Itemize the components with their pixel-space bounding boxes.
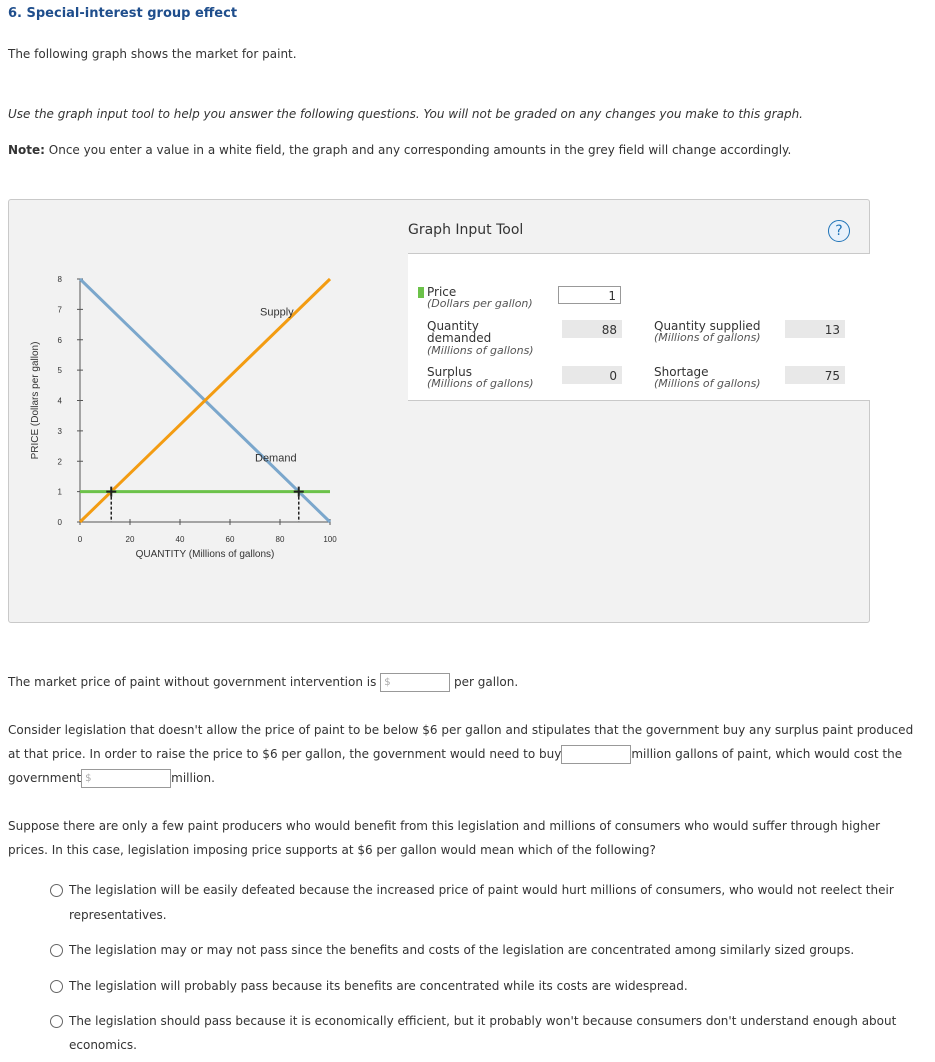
x-tick-label: 60 — [225, 535, 235, 544]
note-text — [8, 142, 791, 158]
note-label: Note: — [8, 143, 45, 157]
option-2-radio[interactable] — [50, 944, 63, 957]
quantity-supplied-units: (Millions of gallons) — [654, 331, 761, 344]
option-1-text-1[interactable]: The legislation will be easily defeated because the increased price of paint would hurt millions of consumers, who would not reelect their — [69, 883, 894, 897]
q2-line-1: Consider legislation that doesn't allow the price of paint to be below $6 per gallon and stipulates that the government buy any surplus paint produced — [8, 723, 914, 737]
y-tick-label: 2 — [57, 457, 62, 467]
supply-demand-chart[interactable] — [22, 265, 352, 575]
x-axis-label: QUANTITY (Millions of gallons) — [135, 549, 275, 560]
q1-line: The market price of paint without government intervention is $ per gallon. — [8, 670, 518, 694]
shortage-label: Shortage — [654, 365, 709, 379]
supply-label: Supply — [260, 306, 294, 319]
surplus-units: (Millions of gallons) — [427, 377, 534, 390]
shortage-units: (Millions of gallons) — [654, 377, 761, 390]
option-3-text[interactable]: The legislation will probably pass because its benefits are concentrated while its costs are widespread. — [69, 979, 688, 993]
government-cost-input[interactable]: $ — [81, 769, 171, 788]
surplus-purchase-input[interactable] — [561, 745, 631, 764]
quantity-supplied-value: 13 — [785, 320, 845, 338]
quantity-supplied-label: Quantity supplied — [654, 319, 761, 333]
quantity-demanded-value: 88 — [562, 320, 622, 338]
y-tick-label: 5 — [57, 366, 62, 376]
shortage-value: 75 — [785, 366, 845, 384]
demand-label: Demand — [255, 452, 297, 465]
x-tick-label: 20 — [125, 535, 135, 544]
q2-line-3: government $ million. — [8, 766, 215, 790]
y-tick-label: 6 — [57, 335, 62, 345]
y-tick-label: 3 — [57, 426, 62, 436]
intro-text: The following graph shows the market for paint. — [8, 47, 297, 61]
quantity-demanded-label-2: demanded — [427, 331, 492, 345]
y-tick-label: 8 — [57, 275, 62, 284]
option-4-radio[interactable] — [50, 1015, 63, 1028]
q3-line-1: Suppose there are only a few paint producers who would benefit from this legislation and millions of consumers who would suffer through higher — [8, 819, 881, 833]
y-tick-label: 1 — [57, 487, 62, 497]
surplus-value: 0 — [562, 366, 622, 384]
market-price-input[interactable]: $ — [380, 673, 450, 692]
option-4-text-2[interactable]: economics. — [69, 1038, 137, 1052]
price-label: Price — [418, 286, 456, 298]
option-4-text-1[interactable]: The legislation should pass because it is economically efficient, but it probably won't because consumers don't understand enough about — [69, 1014, 897, 1028]
x-tick-label: 0 — [77, 535, 83, 544]
quantity-demanded-label-1: Quantity — [427, 319, 479, 333]
option-1-radio[interactable] — [50, 884, 63, 897]
price-units: (Dollars per gallon) — [427, 297, 533, 310]
price-swatch-icon — [418, 287, 424, 298]
option-2-text[interactable]: The legislation may or may not pass since the benefits and costs of the legislation are concentrated among similarly sized groups. — [69, 943, 855, 957]
surplus-label: Surplus — [427, 365, 472, 379]
quantity-demanded-units: (Millions of gallons) — [427, 344, 534, 357]
q2-line-2: at that price. In order to raise the price to $6 per gallon, the government would need to buy million gallons of paint, which would cost the — [8, 742, 902, 766]
instruction-text: Use the graph input tool to help you answer the following questions. You will not be graded on any changes you make to this graph. — [8, 107, 803, 121]
q3-line-2: prices. In this case, legislation imposing price supports at $6 per gallon would mean which of the following? — [8, 843, 656, 857]
y-tick-label: 0 — [57, 518, 62, 527]
help-icon[interactable]: ? — [828, 220, 850, 242]
graph-input-tool-title: Graph Input Tool — [408, 222, 524, 238]
option-1-text-2[interactable]: representatives. — [69, 908, 167, 922]
question-title: 6. Special-interest group effect — [8, 6, 238, 21]
y-axis-label: PRICE (Dollars per gallon) — [30, 341, 41, 460]
y-tick-label: 7 — [57, 305, 62, 315]
note-body: Once you enter a value in a white field, the graph and any corresponding amounts in the grey field will change accordingly. — [44, 143, 792, 157]
option-3-radio[interactable] — [50, 980, 63, 993]
x-tick-label: 40 — [175, 535, 185, 544]
x-tick-label: 80 — [275, 535, 285, 544]
x-tick-label: 100 — [323, 535, 337, 544]
y-tick-label: 4 — [57, 396, 62, 406]
price-input[interactable]: 1 — [558, 286, 621, 304]
